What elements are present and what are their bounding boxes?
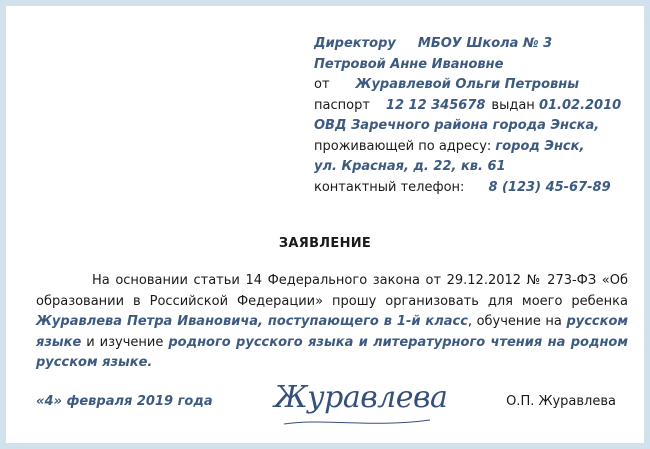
child-name: Журавлева Петра Ивановича, поступающего в 1-й класс bbox=[36, 314, 468, 329]
native-language-subjects: родного русского языка и литературного чтения на родном русском языке. bbox=[36, 334, 628, 370]
header-line-from bbox=[314, 75, 644, 96]
body-mid: , обучение на bbox=[467, 314, 562, 329]
application-body bbox=[36, 271, 628, 374]
header-line-passport bbox=[314, 96, 644, 117]
instruction-language: русском языке bbox=[36, 314, 629, 350]
passport-issuer: ОВД Заречного района города Энска, bbox=[314, 118, 600, 133]
passport-label: паспорт bbox=[314, 97, 370, 113]
application-date: «4» февраля 2019 года bbox=[36, 394, 213, 409]
to-label: Директору bbox=[314, 36, 396, 51]
school-name: МБОУ Школа № 3 bbox=[417, 36, 553, 51]
address-street: ул. Красная, д. 22, кв. 61 bbox=[314, 159, 506, 174]
issued-label: выдан bbox=[491, 97, 535, 113]
director-name: Петровой Анне Ивановне bbox=[314, 56, 504, 72]
document-page bbox=[12, 12, 638, 437]
header-line-director bbox=[314, 34, 644, 55]
document-title: ЗАЯВЛЕНИЕ bbox=[278, 236, 372, 251]
header-line-phone bbox=[314, 178, 644, 199]
phone-value: 8 (123) 45-67-89 bbox=[488, 179, 611, 195]
from-label: от bbox=[314, 77, 330, 92]
issued-date: 01.02.2010 bbox=[538, 97, 622, 113]
header-line-issuer bbox=[314, 116, 644, 137]
address-city: город Энск, bbox=[495, 138, 585, 154]
body-and-study: и изучение bbox=[86, 334, 164, 350]
header-line-director-name bbox=[314, 55, 644, 76]
handwritten-signature: Журавлева bbox=[274, 380, 448, 415]
header-line-street bbox=[314, 157, 644, 178]
applicant-initials: О.П. Журавлева bbox=[506, 394, 616, 409]
passport-number: 12 12 345678 bbox=[385, 97, 486, 113]
signature-flourish bbox=[282, 416, 432, 428]
header-line-address bbox=[314, 137, 644, 158]
phone-label: контактный телефон: bbox=[314, 179, 465, 195]
address-label: проживающей по адресу: bbox=[314, 138, 492, 154]
body-intro: На основании статьи 14 Федерального закона от 29.12.2012 № 273-ФЗ «Об образовании в Российской Федерации» прошу организовать для моего ребенка bbox=[36, 273, 628, 309]
addressee-block bbox=[314, 34, 644, 198]
applicant-name: Журавлевой Ольги Петровны bbox=[355, 77, 580, 92]
